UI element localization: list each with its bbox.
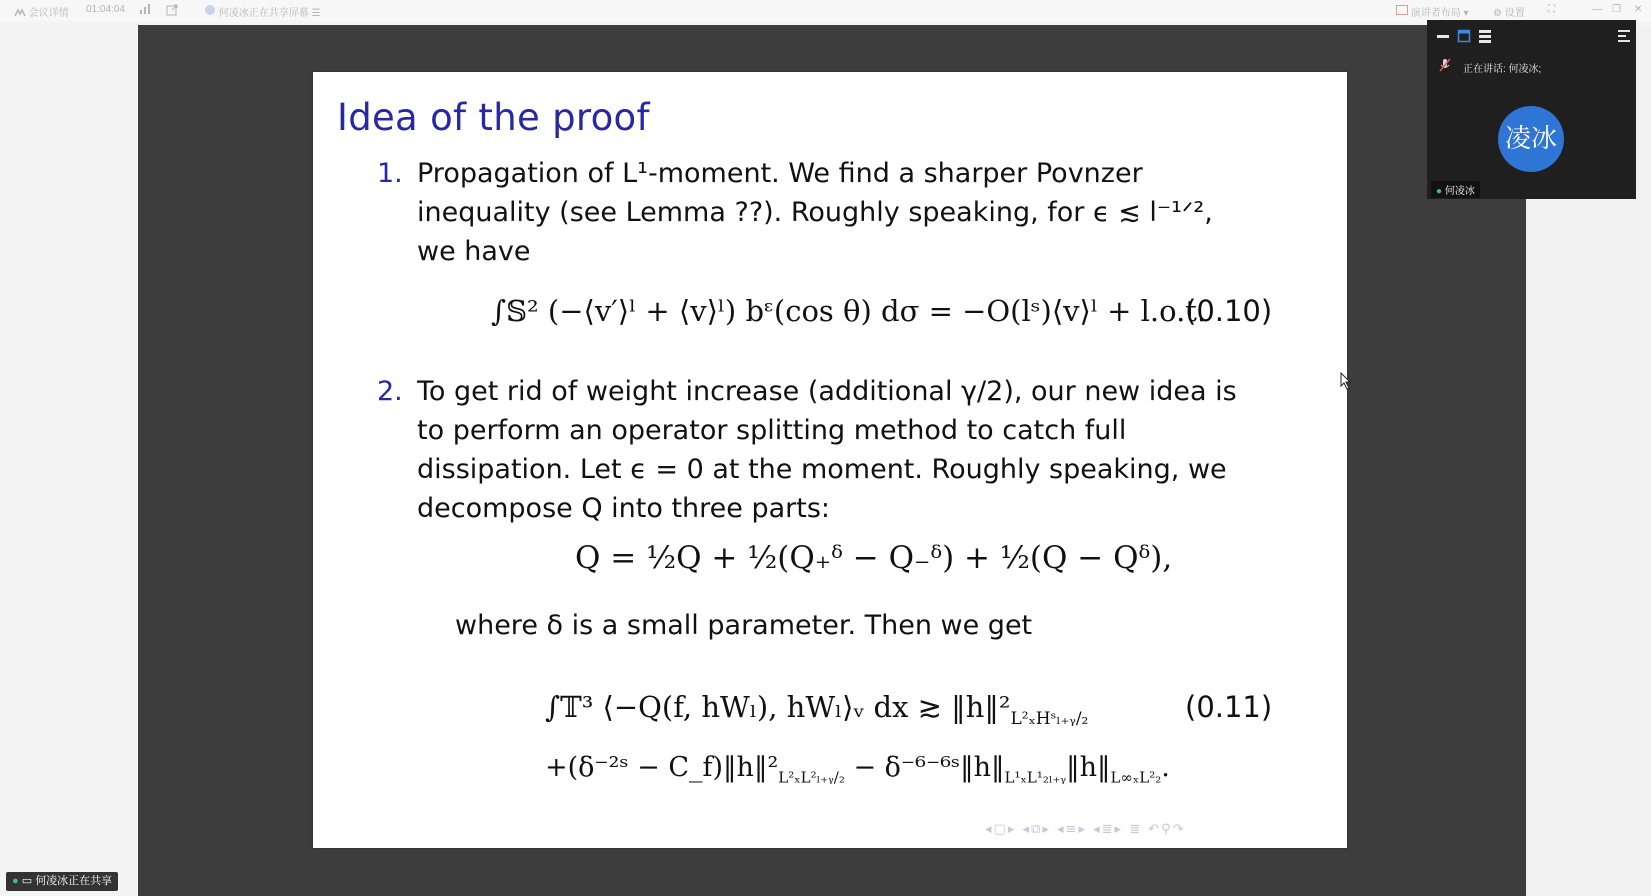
microphone-icon: ● <box>12 875 19 887</box>
eq-0-11-part: − δ⁻⁶⁻⁶ˢ‖h‖ <box>844 752 1005 783</box>
mouse-cursor-icon <box>1340 372 1352 390</box>
nav-right-icon[interactable]: ▸ <box>1114 822 1124 837</box>
participant-name: 何凌冰 <box>1444 186 1475 197</box>
nav-left-icon[interactable]: ◂ <box>1093 822 1102 837</box>
nav-subsection-icon[interactable]: ⧉ <box>1031 822 1043 837</box>
avatar[interactable]: 凌冰 <box>1498 106 1564 172</box>
nav-right-icon[interactable]: ▸ <box>1078 822 1087 837</box>
restore-icon[interactable]: ❐ <box>1612 4 1621 15</box>
nav-left-icon[interactable]: ◂ <box>1022 822 1032 837</box>
sharing-badge[interactable] <box>6 872 118 891</box>
nav-toc-icon[interactable]: ≣ <box>1101 822 1115 837</box>
eq-0-11-subscript: L²ₓL²ₗ₊ᵧ/₂ <box>778 768 845 787</box>
fullscreen-icon[interactable]: ⛶ <box>1548 4 1555 15</box>
item-1-line-3: we have <box>417 236 531 267</box>
eq-0-11-subscript: L¹ₓL¹₂ₗ₊ᵧ <box>1004 768 1067 787</box>
microphone-icon: ● <box>1436 186 1443 197</box>
item-2-line-3: dissipation. Let ϵ = 0 at the moment. Roughly speaking, we <box>417 454 1227 485</box>
item-2-line-1: To get rid of weight increase (additional γ/2), our new idea is <box>417 376 1237 407</box>
layout-icon <box>1396 5 1408 16</box>
nav-left-icon[interactable]: ◂ <box>1057 822 1066 837</box>
item-2-line-2: to perform an operator splitting method to catch full <box>417 415 1127 446</box>
eq-0-11-subscript: L²ₓHˢₗ₊ᵧ/₂ <box>1010 708 1089 729</box>
meeting-logo-icon <box>14 8 26 18</box>
item-1-line-2: inequality (see Lemma ??). Roughly speaking, for ϵ ≲ l⁻¹ᐟ², <box>417 197 1213 228</box>
settings-button[interactable] <box>1493 4 1525 19</box>
item-number: 1. <box>377 158 403 189</box>
screen-share-icon: ▭ <box>21 875 33 887</box>
meeting-timer: 01:04:04 <box>86 4 125 15</box>
top-bar <box>0 0 1651 22</box>
equation-0-10: ∫𝕊² (−⟨v′⟩ˡ + ⟨v⟩ˡ) bᵋ(cos θ) dσ = −O(lˢ)⟨v⟩ˡ + l.o.t. <box>491 294 1207 328</box>
close-icon[interactable]: ✕ <box>1634 4 1643 15</box>
eq-0-11-part: ‖h‖ <box>1066 752 1111 783</box>
equation-tag-0-11: (0.11) <box>1185 690 1273 724</box>
signal-icon <box>139 4 151 17</box>
popout-icon[interactable] <box>166 4 178 19</box>
meeting-info-button[interactable] <box>14 4 69 19</box>
nav-frame-icon[interactable]: ▢ <box>993 822 1008 837</box>
presenter-layout-button[interactable]: 演讲者布局 ▾ <box>1396 4 1469 19</box>
menu-icon: ☰ <box>311 8 321 19</box>
eq-0-11-part: . <box>1161 752 1170 783</box>
participant-name-tag <box>1431 181 1480 198</box>
single-view-icon[interactable] <box>1457 26 1471 46</box>
meeting-info-label: 会议详情 <box>28 8 69 19</box>
sharing-badge-text: 何凌冰正在共享 <box>35 875 113 887</box>
item-1-line-1: Propagation of L¹-moment. We find a sharper Povnzer <box>417 158 1143 189</box>
equation-0-11-line-2 <box>545 752 1170 786</box>
nav-search-icon[interactable]: ⚲ <box>1161 822 1173 837</box>
equation-0-11-line-1 <box>545 690 1088 729</box>
settings-label: 设置 <box>1504 8 1525 19</box>
item-number: 2. <box>377 376 403 407</box>
eq-0-11-part: ∫𝕋³ ⟨−Q(f, hWₗ), hWₗ⟩ᵥ dx ≳ ‖h‖² <box>545 690 1011 724</box>
slide-title: Idea of the proof <box>337 96 650 139</box>
eq-0-11-subscript: L∞ₓL²₂ <box>1110 768 1162 787</box>
nav-doc-icon[interactable]: ≣ <box>1129 822 1143 837</box>
microphone-muted-icon <box>1439 58 1451 72</box>
list-view-icon[interactable] <box>1478 26 1492 46</box>
beamer-navigation[interactable] <box>985 822 1186 837</box>
where-line: where δ is a small parameter. Then we get <box>455 610 1033 641</box>
minimize-icon[interactable]: — <box>1592 4 1602 15</box>
participant-panel <box>1427 20 1636 199</box>
eq-0-11-part: +(δ⁻²ˢ − C_f)‖h‖² <box>545 752 779 783</box>
nav-left-icon[interactable]: ◂ <box>985 822 994 837</box>
gear-icon: ⚙ <box>1493 8 1502 19</box>
list-item-2 <box>377 372 1277 528</box>
presenter-layout-label: 演讲者布局 <box>1410 8 1461 19</box>
nav-undo-icon[interactable]: ↶ <box>1148 822 1162 837</box>
sharing-status-text: 何凌冰正在共享屏幕 <box>218 8 309 19</box>
minimize-panel-icon[interactable] <box>1436 26 1450 46</box>
equation-tag-0-10: (0.10) <box>1185 294 1273 328</box>
nav-section-icon[interactable]: ≡ <box>1065 822 1079 837</box>
presentation-slide <box>313 72 1347 848</box>
speaking-indicator: 正在讲话: 何凌冰; <box>1463 64 1542 75</box>
nav-right-icon[interactable]: ▸ <box>1042 822 1051 837</box>
nav-redo-icon[interactable]: ↷ <box>1172 822 1186 837</box>
nav-right-icon[interactable]: ▸ <box>1007 822 1017 837</box>
list-item-1 <box>377 154 1277 271</box>
panel-menu-icon[interactable] <box>1617 26 1631 46</box>
equation-q-decomposition: Q = ½Q + ½(Q₊ᵟ − Q₋ᵟ) + ½(Q − Qᵟ), <box>575 540 1173 576</box>
sharing-status[interactable] <box>204 4 321 19</box>
item-2-line-4: decompose Q into three parts: <box>417 493 831 524</box>
share-screen-icon <box>204 4 216 16</box>
